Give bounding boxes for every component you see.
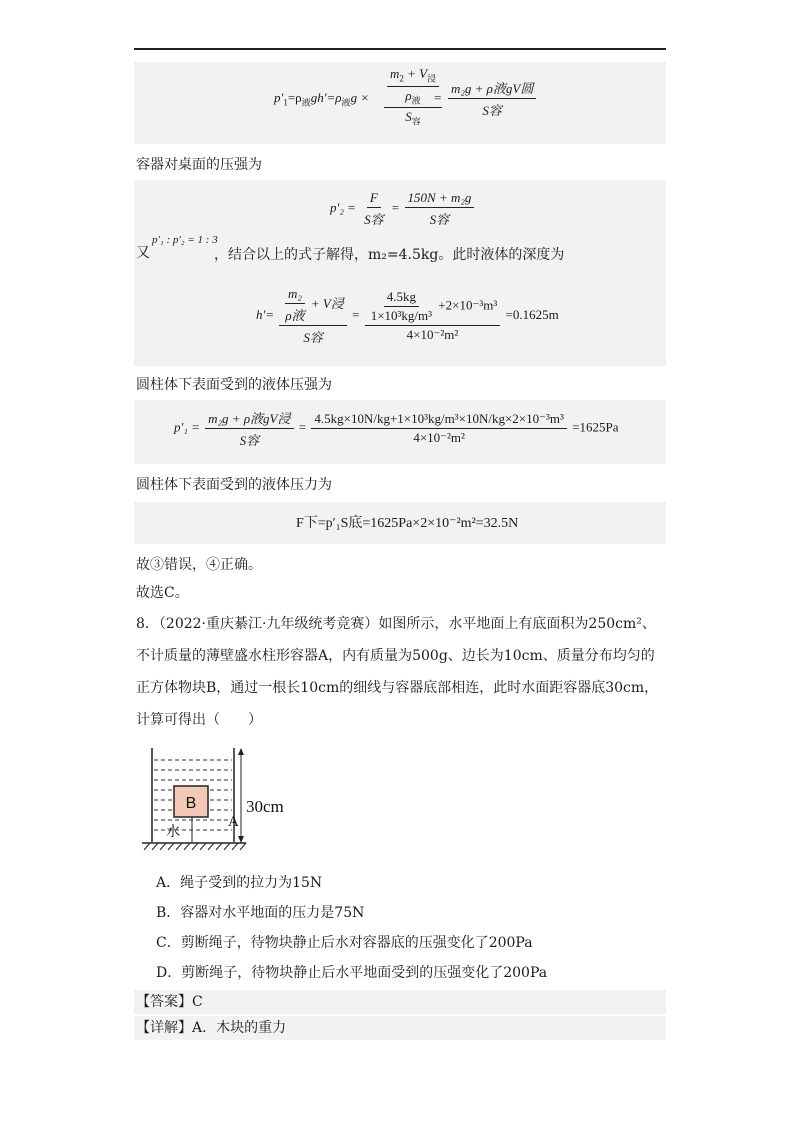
formula-box-p1-calc <box>134 400 666 464</box>
detail-line: 【详解】A．木块的重力 <box>134 1016 666 1040</box>
text-you: 又 <box>136 245 150 261</box>
p1-nested-fraction: $\frac{\frac{m_2 + V_浸}{\rho_液}}{S_容}$ <box>382 66 444 128</box>
formula-box-p2-h <box>134 180 666 366</box>
h-formula: h′= $\frac{\text{m₂}}{\text{ρ液}}$ + V浸 S容 = $\frac{4.5kg}{\text{1×10³kg/m³}}$ +2×10⁻³m³ 4×10⁻²m² =0.1625m <box>256 286 559 345</box>
arrow-head-bottom <box>238 836 244 843</box>
container-label: A <box>228 814 239 830</box>
p1-rhs-fraction: $\frac{\text{m₂g + ρ液gV圆}}{\text{S容}}$ <box>446 78 538 119</box>
text-solve-m2: ，结合以上的式子解得，m₂=4.5kg。此时液体的深度为 <box>214 247 565 263</box>
text-force-bottom: 圆柱体下表面受到的液体压力为 <box>136 477 332 493</box>
container-figure <box>140 742 300 858</box>
p2-formula: p′₂ = $\frac{F}{\text{S容}}$ = $\frac{\text{150N + m₂g}}{\text{S容}}$ <box>330 190 476 228</box>
f-calc-formula: F下=p′₁S底=1625Pa×2×10⁻²m²=32.5N <box>296 516 519 531</box>
arrow-head-top <box>238 748 244 755</box>
top-rule <box>134 48 666 50</box>
formula-box-p1 <box>134 62 666 144</box>
ratio-formula: p′₁ : p′₂ = 1 : 3 <box>152 234 218 246</box>
p1-formula: $p'_1=\rho_液gh'=\rho_液g$ × <box>274 90 370 108</box>
answer-line: 【答案】C <box>134 990 666 1014</box>
ground-hatch <box>144 843 246 850</box>
formula-box-f-calc <box>134 502 666 544</box>
question-8-stem: 8．（2022·重庆綦江·九年级统考竞赛）如图所示，水平地面上有底面积为250cm²、不计质量的薄壁盛水柱形容器A，内有质量为500g、边长为10cm、质量分布均匀的正方体物块B，通过一根长10cm的细线与容器底部相连，此时水面距容器底30cm，计算可得出（ ） <box>136 616 659 728</box>
option-d: D．剪断绳子，待物块静止后水平地面受到的压强变化了200Pa <box>156 965 548 981</box>
text-pressure-table: 容器对桌面的压强为 <box>136 157 262 173</box>
p1-calc-formula: p′₁ = $\frac{\text{m₂g + ρ液gV浸}}{\text{S容}}$ = $\frac{\text{4.5kg×10N/kg+1×10³kg/m³×10N/kg×2×10⁻³m³}}{\text{4×10⁻²m²}}$ =1625Pa <box>174 408 618 449</box>
water-label: 水 <box>166 824 180 840</box>
option-a: A．绳子受到的拉力为15N <box>156 875 323 891</box>
text-pressure-bottom: 圆柱体下表面受到的液体压强为 <box>136 377 332 393</box>
text-conclusion-2: 故选C。 <box>136 585 189 601</box>
p1-eq: = <box>434 90 442 105</box>
height-label: 30cm <box>246 797 284 816</box>
text-conclusion-1: 故③错误，④正确。 <box>136 557 262 573</box>
option-c: C．剪断绳子，待物块静止后水对容器底的压强变化了200Pa <box>156 935 533 951</box>
option-b: B．容器对水平地面的压力是75N <box>156 905 365 921</box>
block-b-label: B <box>185 795 197 812</box>
